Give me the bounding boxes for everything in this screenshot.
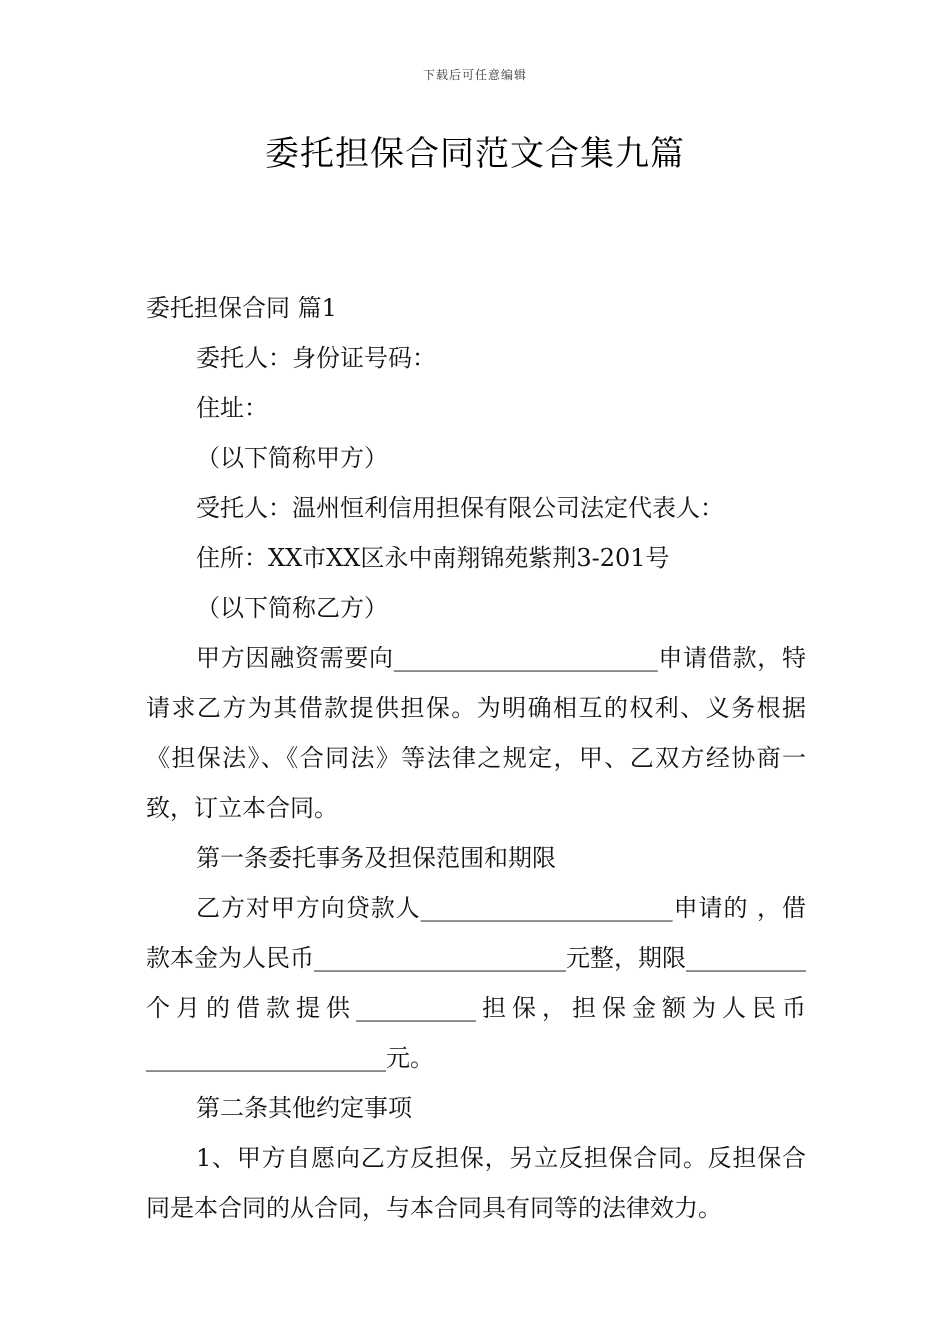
article-2-title: 第二条其他约定事项 <box>196 1094 412 1122</box>
document-title: 委托担保合同范文合集九篇 <box>265 134 685 174</box>
article-1-title: 第一条委托事务及担保范围和期限 <box>196 844 556 872</box>
principal-address-line: 住址： <box>196 394 268 422</box>
intro-paragraph: 甲方因融资需要向______________________申请借款，特请求乙方为其借款提供担保。为明确相互的权利、义务根据《担保法》、《合同法》等法律之规定，甲、乙双方经协商一致，订立本合同。 <box>146 644 806 822</box>
agent-address-line: 住所：XX市XX区永中南翔锦苑紫荆3-201号 <box>196 544 670 572</box>
principal-alias-line: （以下简称甲方） <box>196 444 388 472</box>
header-note: 下载后可任意编辑 <box>422 68 527 82</box>
principal-line: 委托人：身份证号码： <box>196 344 436 372</box>
document-body <box>146 283 806 1233</box>
agent-line: 受托人：温州恒利信用担保有限公司法定代表人： <box>196 494 724 522</box>
article-1-body: 乙方对甲方向贷款人_____________________申请的 ，借款本金为人民币_____________________元整，期限__________个月的借款提供__________担保，担保金额为人民币____________________元。 <box>146 894 806 1072</box>
agent-alias-line: （以下简称乙方） <box>196 594 388 622</box>
article-2-item-1: 1、甲方自愿向乙方反担保，另立反担保合同。反担保合同是本合同的从合同，与本合同具有同等的法律效力。 <box>146 1144 806 1222</box>
section-heading: 委托担保合同 篇1 <box>146 294 337 322</box>
